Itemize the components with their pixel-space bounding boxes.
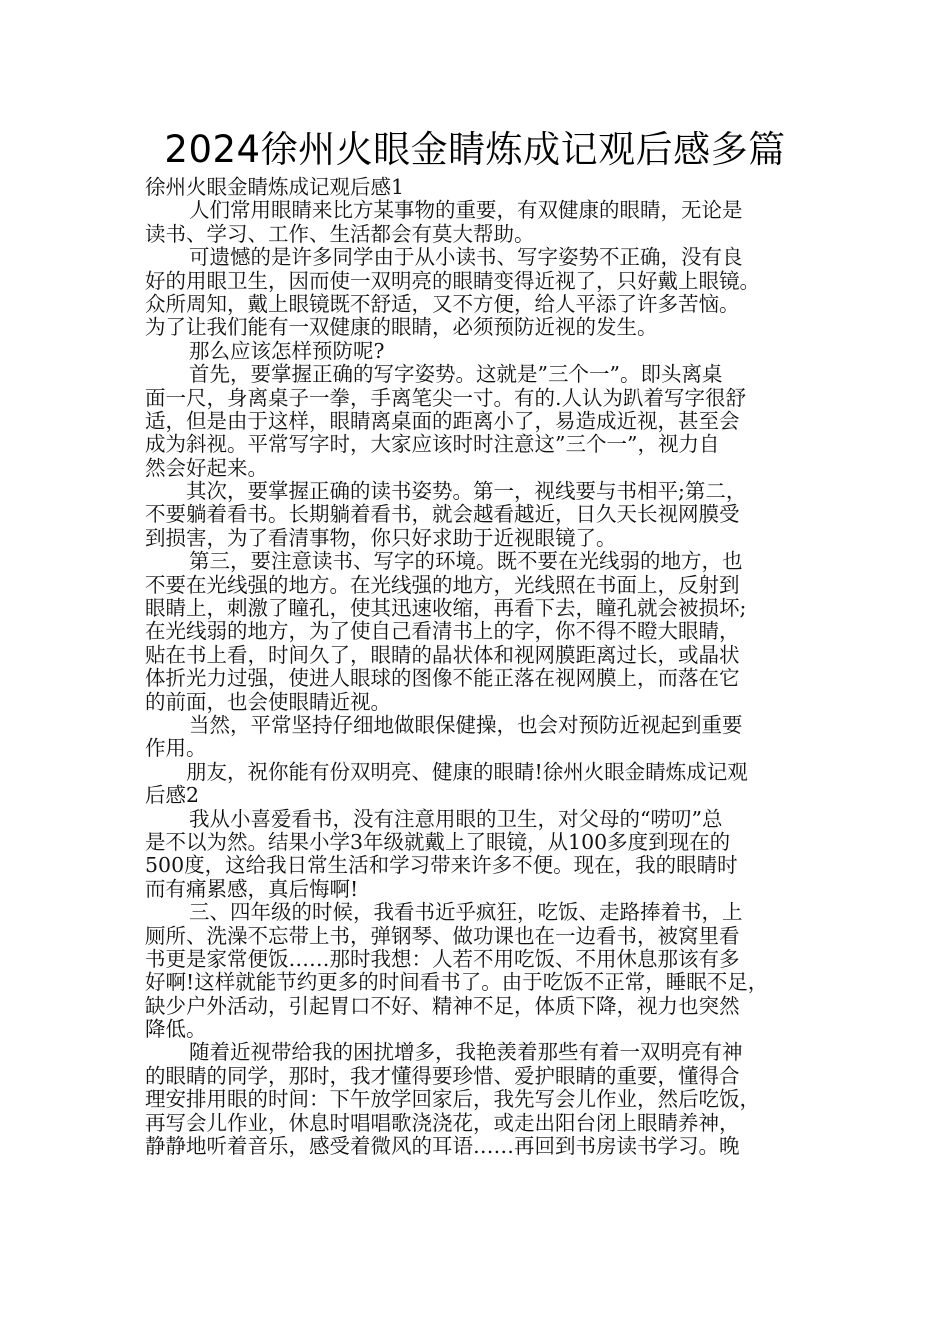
- text-line: 好的用眼卫生，因而使一双明亮的眼睛变得近视了，只好戴上眼镜。: [145, 269, 760, 293]
- text-line: 在光线弱的地方，为了使自己看清书上的字，你不得不瞪大眼睛，: [145, 620, 740, 644]
- text-line: 体折光力过强，使进人眼球的图像不能正落在视网膜上，而落在它: [145, 667, 740, 691]
- text-line: 成为斜视。平常写字时，大家应该时时注意这”三个一”，视力自: [145, 433, 720, 457]
- document-body: [145, 176, 810, 1158]
- text-line: 静静地听着音乐，感受着微风的耳语……再回到书房读书学习。晚: [145, 1135, 740, 1159]
- text-line: 是不以为然。结果小学3年级就戴上了眼镜，从100多度到现在的: [145, 830, 731, 854]
- text-line: 首先，要掌握正确的写字姿势。这就是”三个一”。即头离桌: [189, 363, 723, 387]
- text-line: 那么应该怎样预防呢?: [189, 339, 385, 363]
- text-line: 可遗憾的是许多同学由于从小读书、写字姿势不正确，没有良: [189, 246, 743, 270]
- text-line: 到损害，为了看清事物，你只好求助于近视眼镜了。: [145, 526, 617, 550]
- text-line: 理安排用眼的时间：下午放学回家后，我先写会儿作业，然后吃饭，: [145, 1088, 760, 1112]
- text-line: 然会好起来。: [145, 456, 268, 480]
- text-line: 作用。: [145, 737, 207, 761]
- text-line: 不要躺着看书。长期躺着看书，就会越看越近，日久天长视网膜受: [145, 503, 740, 527]
- text-line: 的眼睛的同学，那时，我才懂得要珍惜、爱护眼睛的重要，懂得合: [145, 1064, 740, 1088]
- text-line: 缺少户外活动，引起胃口不好、精神不足，体质下降，视力也突然: [145, 994, 740, 1018]
- text-line: 的前面，也会使眼睛近视。: [145, 690, 391, 714]
- text-line: 不要在光线强的地方。在光线强的地方，光线照在书面上，反射到: [145, 573, 740, 597]
- text-line: 厕所、洗澡不忘带上书，弹钢琴、做功课也在一边看书，被窝里看: [145, 924, 740, 948]
- text-line: 好啊!这样就能节约更多的时间看书了。由于吃饭不正常，睡眠不足，: [145, 971, 769, 995]
- text-line: 眼睛上，刺激了瞳孔，使其迅速收缩，再看下去，瞳孔就会被损坏;: [145, 597, 747, 621]
- text-line: 人们常用眼睛来比方某事物的重要，有双健康的眼睛，无论是: [189, 199, 743, 223]
- text-line: 贴在书上看，时间久了，眼睛的晶状体和视网膜距离过长，或晶状: [145, 643, 740, 667]
- text-line: 面一尺，身离桌子一拳，手离笔尖一寸。有的.人认为趴着写字很舒: [145, 386, 747, 410]
- text-line: 适，但是由于这样，眼睛离桌面的距离小了，易造成近视，甚至会: [145, 409, 740, 433]
- text-line: 后感2: [145, 784, 200, 808]
- text-line: 徐州火眼金睛炼成记观后感1: [145, 176, 405, 199]
- text-line: 三、四年级的时候，我看书近乎疯狂，吃饭、走路捧着书，上: [189, 901, 743, 925]
- text-line: 书更是家常便饭……那时我想：人若不用吃饭、不用休息那该有多: [145, 947, 740, 971]
- text-line: 第三，要注意读书、写字的环境。既不要在光线弱的地方，也: [189, 550, 743, 574]
- text-line: 再写会儿作业，休息时唱唱歌浇浇花，或走出阳台闭上眼睛养神，: [145, 1111, 740, 1135]
- text-line: 降低。: [145, 1018, 207, 1042]
- text-line: 我从小喜爱看书，没有注意用眼的卫生，对父母的“唠叨”总: [189, 807, 723, 831]
- text-line: 当然，平常坚持仔细地做眼保健操，也会对预防近视起到重要: [189, 713, 743, 737]
- text-line: 众所周知，戴上眼镜既不舒适，又不方便，给人平添了许多苦恼。: [145, 292, 740, 316]
- text-line: 其次，要掌握正确的读书姿势。第一，视线要与书相平;第二，: [186, 480, 747, 504]
- text-line: 随着近视带给我的困扰增多，我艳羡着那些有着一双明亮有神: [189, 1041, 743, 1065]
- text-line: 而有痛累感，真后悔啊!: [145, 877, 359, 901]
- text-line: 500度，这给我日常生活和学习带来许多不便。现在，我的眼睛时: [145, 854, 738, 878]
- document-title: 2024徐州火眼金睛炼成记观后感多篇: [164, 128, 786, 171]
- text-line: 为了让我们能有一双健康的眼睛，必须预防近视的发生。: [145, 316, 658, 340]
- text-line: 读书、学习、工作、生活都会有莫大帮助。: [145, 222, 535, 246]
- text-line: 朋友，祝你能有份双明亮、健康的眼睛!徐州火眼金睛炼成记观: [186, 760, 748, 784]
